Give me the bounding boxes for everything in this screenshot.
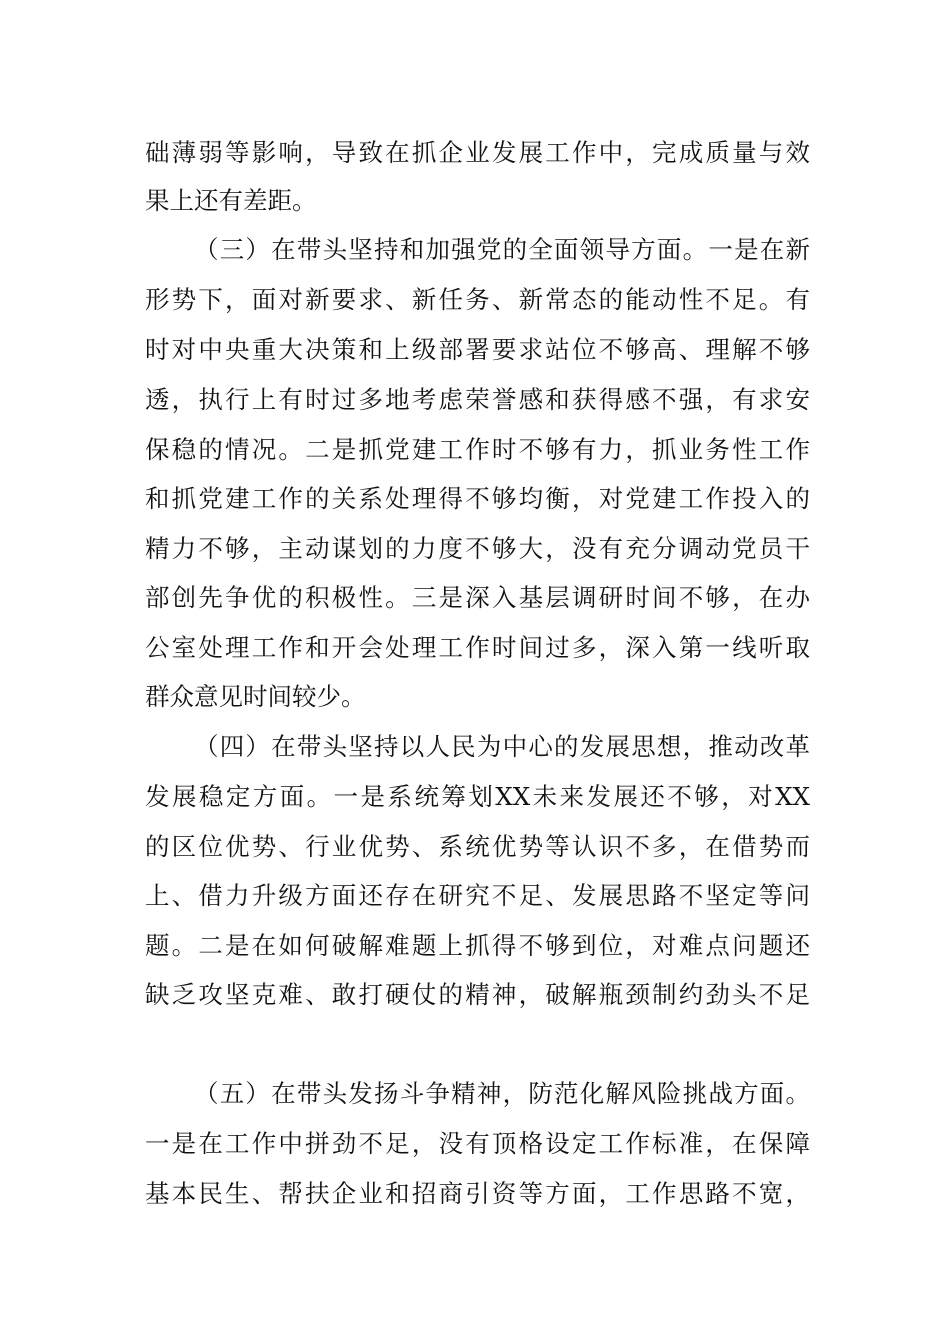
section-heading-line: （五）在带头发扬斗争精神，防范化解风险挑战方面。 (194, 1079, 810, 1108)
text-line: 础薄弱等影响，导致在抓企业发展工作中，完成质量与效 (145, 138, 810, 167)
text-line: 部创先争优的积极性。三是深入基层调研时间不够，在办 (145, 583, 810, 612)
text-line: 上、借力升级方面还存在研究不足、发展思路不坚定等问 (145, 881, 810, 910)
section-heading-line: （四）在带头坚持以人民为中心的发展思想，推动改革 (194, 732, 810, 761)
text-line: 时对中央重大决策和上级部署要求站位不够高、理解不够 (145, 335, 810, 364)
text-line: 果上还有差距。 (145, 186, 317, 215)
text-line: 和抓党建工作的关系处理得不够均衡，对党建工作投入的 (145, 484, 810, 513)
text-line: 群众意见时间较少。 (145, 682, 366, 711)
text-line: 形势下，面对新要求、新任务、新常态的能动性不足。有 (145, 285, 810, 314)
text-line: 缺乏攻坚克难、敢打硬仗的精神，破解瓶颈制约劲头不足 (145, 980, 810, 1009)
text-line: 公室处理工作和开会处理工作时间过多，深入第一线听取 (145, 633, 810, 662)
text-line: 精力不够，主动谋划的力度不够大，没有充分调动党员干 (145, 534, 810, 563)
text-line: 基本民生、帮扶企业和招商引资等方面，工作思路不宽， (145, 1179, 810, 1208)
section-heading-line: （三）在带头坚持和加强党的全面领导方面。一是在新 (194, 235, 810, 264)
text-line: 一是在工作中拼劲不足，没有顶格设定工作标准，在保障 (145, 1129, 810, 1158)
text-line: 保稳的情况。二是抓党建工作时不够有力，抓业务性工作 (145, 435, 810, 464)
text-line: 透，执行上有时过多地考虑荣誉感和获得感不强，有求安 (145, 385, 810, 414)
text-line: 的区位优势、行业优势、系统优势等认识不多，在借势而 (145, 832, 810, 861)
text-line: 发展稳定方面。一是系统筹划XX未来发展还不够，对XX (145, 782, 810, 811)
text-line: 题。二是在如何破解难题上抓得不够到位，对难点问题还 (145, 931, 810, 960)
